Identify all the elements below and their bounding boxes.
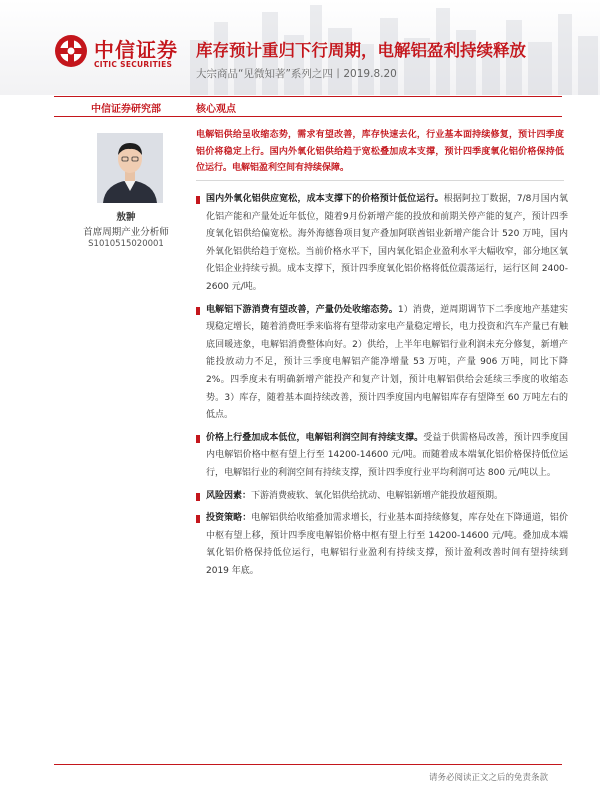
footer-rule xyxy=(54,764,562,765)
department-label: 中信证券研究部 xyxy=(91,104,161,115)
author-name: 敖翀 xyxy=(116,212,136,223)
key-point-body: 1）消费，逆周期调节下二季度地产基建实现稳定增长，随着消费旺季来临将有望带动家电产量稳定增长，电力投资和汽车产量已有触底回暖迹象，电解铝消费整体向好。2）供给，上半年电解铝行业利润未充分修复，新增产能投放动力不足，预计三季度电解铝产能净增量 53 万吨，产量 906 万吨，同比下降 2%。四季度未有明确新增产能投产和复产计划，预计电解铝供给会延续三季度的收缩态势。3）库存，随着基本面持续改善，预计四季度国内电解铝库存有望降至 60 万吨左右的低点。 xyxy=(206,304,568,421)
key-summary: 电解铝供给呈收缩态势，需求有望改善，库存快速去化，行业基本面持续修复，预计四季度铝价将稳定上行。国内外氧化铝供给趋于宽松叠加成本支撑，预计四季度氧化铝价格保持低位运行。电解铝盈利空间有持续保障。 xyxy=(196,130,564,173)
bullet-marker-icon xyxy=(196,493,200,501)
key-points-list xyxy=(196,191,568,585)
bullet-marker-icon xyxy=(196,307,200,315)
author-photo xyxy=(97,133,163,203)
bullet-marker-icon xyxy=(196,515,200,523)
key-point xyxy=(196,488,568,506)
brand-name-cn: 中信证券 xyxy=(94,38,178,62)
report-header xyxy=(0,0,600,95)
footer-disclaimer: 请务必阅读正文之后的免责条款 xyxy=(428,773,548,783)
key-point-body: 根据阿拉丁数据，7/8月国内氧化铝产能和产量处近年低位，随着9月份新增产能的投放和前期关停产能的复产，预计四季度氧化铝供给偏宽松。海外海德鲁项目复产叠加阿联酋铝业新增产能合计 520 万吨，国内外氧化铝供给趋于宽松。当前价格水平下，国内氧化铝企业盈利水平大幅收窄，部分地区氧化铝企业持续亏损。成本支撑下，预计四季度氧化铝价格将低位震荡运行，运行区间 2400-2600 元/吨。 xyxy=(206,194,569,292)
key-point-body: 下游消费疲软、氧化铝供给扰动、电解铝新增产能投放超预期。 xyxy=(251,490,504,501)
key-point-body: 电解铝供给收缩叠加需求增长，行业基本面持续修复，库存处在下降通道，铝价中枢有望上移，预计四季度电解铝价格中枢有望上行至 14200-14600 元/吨。叠加成本端氧化铝价格保持低位运行，电解铝行业盈利有持续支撑，预计盈利改善时间有望持续到 2019 年底。 xyxy=(206,513,568,576)
key-point-heading: 电解铝下游消费有望改善，产量仍处收缩态势。 xyxy=(206,304,398,315)
key-point-heading: 风险因素： xyxy=(206,490,252,501)
report-title: 库存预计重归下行周期，电解铝盈利持续释放 xyxy=(196,41,526,60)
report-subtitle: 大宗商品“见微知著”系列之四丨2019.8.20 xyxy=(196,68,397,80)
key-point xyxy=(196,430,568,483)
brand-name-en: CITIC SECURITIES xyxy=(94,60,173,69)
bullet-marker-icon xyxy=(196,196,200,204)
author-license-id: S1010515020001 xyxy=(88,239,164,249)
key-point-heading: 价格上行叠加成本低位，电解铝利润空间有持续支撑。 xyxy=(206,432,424,443)
key-point-heading: 国内外氧化铝供应宽松，成本支撑下的价格预计低位运行。 xyxy=(206,194,444,204)
bullet-marker-icon xyxy=(196,435,200,443)
key-point-body: 受益于供需格局改善，预计四季度国内电解铝价格中枢有望上行至 14200-14600 元/吨。而随着成本端氧化铝价格保持低位运行，电解铝行业的利润空间有持续支撑，预计四季度行业平均利润可达 800 元/吨以上。 xyxy=(206,432,568,478)
author-title: 首席周期产业分析师 xyxy=(83,227,169,238)
key-point xyxy=(196,510,568,580)
section-title: 核心观点 xyxy=(196,104,236,115)
summary-divider xyxy=(196,180,564,181)
key-point xyxy=(196,302,568,425)
top-rule xyxy=(54,96,562,97)
key-point xyxy=(196,191,568,297)
citic-logo-icon xyxy=(54,34,88,68)
section-rule xyxy=(54,116,562,117)
key-point-heading: 投资策略： xyxy=(206,513,252,524)
